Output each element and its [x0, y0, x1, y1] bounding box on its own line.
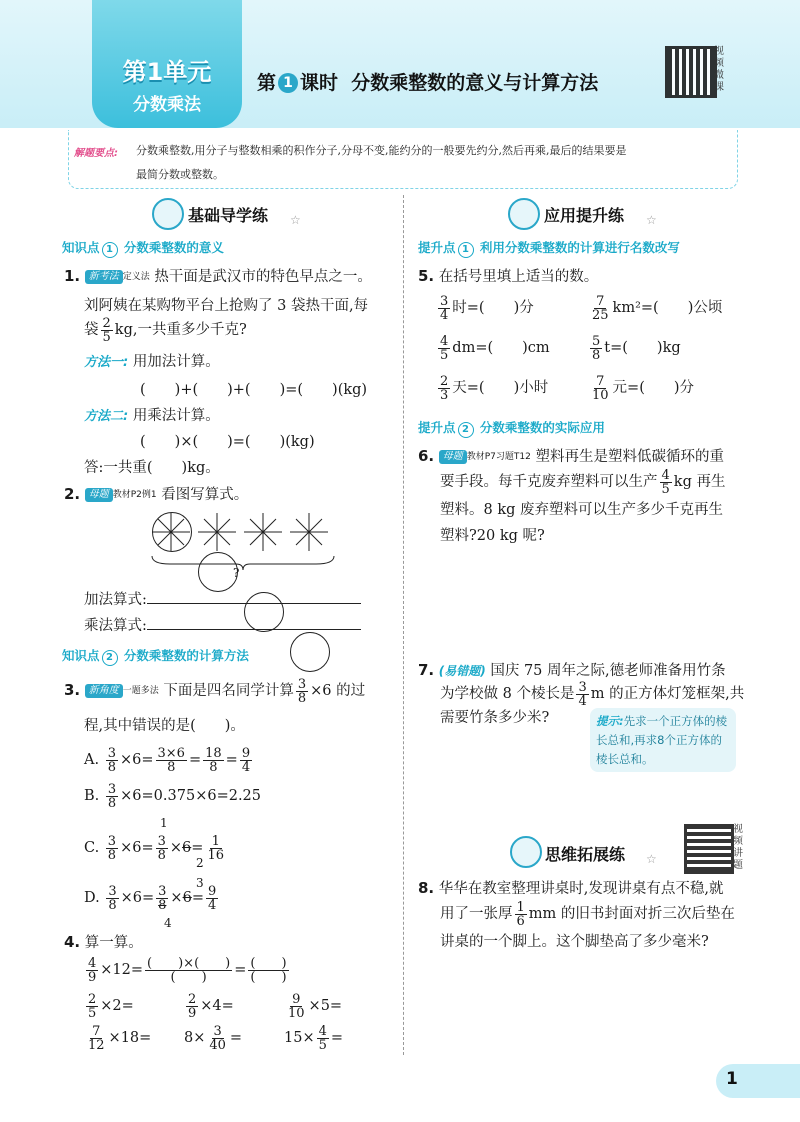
upgrade-point-2: [418, 418, 605, 438]
q3-a-label: A.: [84, 752, 100, 768]
up2-prefix: 提升点: [418, 420, 456, 435]
q1-line2: 刘阿姨在某购物平台上抢购了 3 袋热干面,每: [84, 298, 369, 314]
q8-line2: 用了一张厚 $\frac{1}{6}$ mm 的旧书封面对折三次后垫在: [440, 899, 735, 929]
q5-a1[interactable]: $\frac{3}{4}$ 时=( )分: [440, 293, 534, 323]
q4-row2-col3[interactable]: $\frac{9}{10}$ ×5=: [288, 991, 343, 1021]
q7-hint-label: 提示:: [596, 714, 624, 728]
q1-line3: [84, 316, 247, 344]
q3-c-cancel-2: 2: [196, 856, 204, 870]
kp1-title: 分数乘整数的意义: [123, 240, 224, 255]
mascot-icon: [508, 198, 540, 230]
q5-a2[interactable]: $\frac{7}{25}$ km²=( )公顷: [592, 293, 723, 323]
q7-text-1: 国庆 75 周年之际,德老师准备用竹条: [490, 663, 726, 679]
q4-row2[interactable]: $\frac{2}{5}$ ×2=: [88, 991, 134, 1021]
q5-line: [418, 262, 598, 291]
q3-d-label: D.: [84, 890, 100, 906]
q4-text: 算一算。: [84, 935, 143, 951]
q1-method2-text: 用乘法计算。: [132, 408, 220, 424]
q1-tag: 新考法: [85, 270, 123, 284]
q5-b2[interactable]: $\frac{5}{8}$ t=( )kg: [592, 333, 681, 363]
q2-tag: 母题: [85, 488, 113, 502]
star-icon: ☆: [290, 213, 301, 227]
q2-pie-lines: [150, 512, 336, 572]
qr-code-icon[interactable]: [684, 824, 734, 874]
q5-number: 5.: [418, 267, 435, 285]
lesson-number-badge: 1: [278, 73, 298, 93]
q3-d-cancel-1: 3: [196, 876, 204, 890]
q1-line3-pre: 袋: [84, 322, 99, 338]
q3-d-cancel-2: 4: [164, 916, 172, 930]
q7-line3: 需要竹条多少米?: [440, 710, 550, 726]
star-icon: ☆: [646, 852, 657, 866]
mascot-icon: [152, 198, 184, 230]
kp2-title: 分数乘整数的计算方法: [123, 648, 249, 663]
q1-method2-label: 方法二:: [84, 409, 129, 424]
qr-caption: 视频微课: [714, 46, 724, 93]
up1-title: 利用分数乘整数的计算进行名数改写: [479, 240, 680, 255]
q7-hint-text: 先求一个正方体的棱长总和,再求8个正方体的棱长总和。: [596, 714, 728, 766]
qr-code-icon[interactable]: [665, 46, 717, 98]
star-icon: ☆: [646, 213, 657, 227]
q6-line2: 要手段。每千克废弃塑料可以生产 $\frac{4}{5}$ kg 再生: [440, 467, 726, 497]
q6-line1: [418, 442, 724, 471]
up2-title: 分数乘整数的实际应用: [479, 420, 605, 435]
q6-tag: 母题: [439, 450, 467, 464]
lesson-title: 分数乘整数的意义与计算方法: [351, 72, 599, 94]
q1-number: 1.: [64, 267, 81, 285]
q5-c2[interactable]: $\frac{7}{10}$ 元=( )分: [592, 373, 695, 403]
tip-line-2: 最简分数或整数。: [136, 168, 224, 181]
q7-tag: (易错题): [438, 664, 486, 678]
kp1-prefix: 知识点: [62, 240, 100, 255]
knowledge-point-1: [62, 238, 224, 258]
q6-text-1: 塑料再生是塑料低碳循环的重: [535, 449, 724, 465]
q4-row1[interactable]: $\frac{4}{9}$ ×12= $\frac{( )\times( )}{( )}$ = $\frac{( )}{( )}$: [88, 955, 287, 985]
q1-fraction: $\frac{2}{5}$: [102, 315, 111, 345]
q3-number: 3.: [64, 681, 81, 699]
q4-row3-col2[interactable]: 8× $\frac{3}{40}$ =: [184, 1023, 243, 1053]
q2-mul-label: 乘法算式:: [84, 618, 147, 634]
q2-text: 看图写算式。: [161, 487, 249, 503]
q7-number: 7.: [418, 661, 435, 679]
section-title-basic: 基础导学练: [188, 206, 269, 225]
q1-method1-text: 用加法计算。: [132, 354, 220, 370]
q4-row2-col2[interactable]: $\frac{2}{9}$ ×4=: [188, 991, 234, 1021]
q7-hint-box: [590, 708, 736, 772]
q1-answer[interactable]: 答:一共重( )kg。: [84, 460, 220, 476]
qr-caption-2: 视频讲题: [733, 824, 743, 871]
q3-c-label: C.: [84, 840, 100, 856]
lesson-title-row: [257, 68, 598, 95]
up1-num: 1: [458, 242, 474, 258]
q6-line4: 塑料?20 kg 呢?: [440, 528, 545, 544]
q1-method2: [84, 402, 220, 431]
up1-prefix: 提升点: [418, 240, 456, 255]
tip-label: 解题要点:: [74, 148, 118, 159]
q1-method1: [84, 348, 220, 377]
q3-b-label: B.: [84, 788, 100, 804]
section-title-extend: 思维拓展练: [545, 845, 626, 864]
mascot-icon: [510, 836, 542, 868]
q1-tag-note: 定义法: [122, 272, 150, 282]
tip-line-1: 分数乘整数,用分子与整数相乘的积作分子,分母不变,能约分的一般要先约分,然后再乘,最后的结果要是: [136, 144, 627, 157]
q8-text-1: 华华在教室整理讲桌时,发现讲桌有点不稳,就: [438, 881, 724, 897]
q3-option-b[interactable]: B. $\frac{3}{8}$ ×6=0.375×6=2.25: [84, 781, 262, 811]
q2-figure: [150, 512, 336, 572]
kp2-prefix: 知识点: [62, 648, 100, 663]
q5-c1[interactable]: $\frac{2}{3}$ 天=( )小时: [440, 373, 549, 403]
q5-text: 在括号里填上适当的数。: [438, 269, 599, 285]
q3-option-a[interactable]: A. $\frac{3}{8}$ ×6= $\frac{3\times 6}{8}$ = $\frac{18}{8}$ = $\frac{9}{4}$: [84, 745, 251, 775]
q3-line2[interactable]: 程,其中错误的是( )。: [84, 718, 245, 734]
q2-add-label: 加法算式:: [84, 592, 147, 608]
q8-line1: [418, 874, 723, 903]
q1-line3-post: kg,一共重多少千克?: [114, 322, 247, 338]
q3-tag-note: 一题多法: [122, 686, 159, 696]
lesson-suffix: 课时: [300, 72, 339, 94]
q5-b1[interactable]: $\frac{4}{5}$ dm=( )cm: [440, 333, 550, 363]
q2-number: 2.: [64, 485, 81, 503]
section-title-apply: 应用提升练: [544, 206, 625, 225]
kp1-num: 1: [102, 242, 118, 258]
q2-add-blank[interactable]: [147, 603, 361, 604]
q3-b-rest: ×6=0.375×6=2.25: [120, 788, 262, 804]
unit-label: 第1单元: [122, 58, 212, 86]
q3-c-cancel-1: 1: [160, 816, 168, 830]
q3-option-c[interactable]: C. $\frac{3}{8}$ ×6= $\frac{3}{8}$ ×6= $\frac{1}{16}$: [84, 833, 224, 863]
up2-num: 2: [458, 422, 474, 438]
q2-tag-note: 教材P2例1: [112, 490, 157, 500]
q4-row3-col3[interactable]: 15× $\frac{4}{5}$ =: [284, 1023, 344, 1053]
q8-number: 8.: [418, 879, 435, 897]
kp2-num: 2: [102, 650, 118, 666]
q4-number: 4.: [64, 933, 81, 951]
q6-tag-note: 教材P7习题T12: [466, 452, 531, 462]
q2-brace-label: ?: [233, 566, 240, 580]
column-divider: [403, 195, 404, 1055]
q1-method2-formula[interactable]: ( )×( )=( )(kg): [140, 434, 315, 450]
q6-number: 6.: [418, 447, 435, 465]
q2-mul-blank[interactable]: [147, 629, 361, 630]
q2-line: [64, 480, 248, 509]
q3-text-pre: 下面是四名同学计算: [163, 683, 294, 699]
q4-row3[interactable]: $\frac{7}{12}$ ×18=: [88, 1023, 152, 1053]
q6-line3: 塑料。8 kg 废弃塑料可以生产多少千克再生: [440, 502, 724, 518]
q3-tag: 新角度: [85, 684, 123, 698]
unit-name: 分数乘法: [133, 95, 201, 115]
q7-line2: 为学校做 8 个棱长是 $\frac{3}{4}$ m 的正方体灯笼框架,共: [440, 679, 745, 709]
knowledge-point-2: [62, 646, 249, 666]
q3-option-d[interactable]: D. $\frac{3}{8}$ ×6= $\frac{3}{8}$ ×6= $\frac{9}{4}$: [84, 883, 217, 913]
q1-line1: [64, 262, 372, 291]
q1-text-1: 热干面是武汉市的特色早点之一。: [154, 269, 372, 285]
q3-line1: 3. 新角度 一题多法 下面是四名同学计算 $\frac{3}{8}$ ×6 的过: [64, 676, 366, 706]
q2-add-row[interactable]: [84, 586, 361, 614]
q2-mul-row[interactable]: [84, 612, 361, 640]
q8-line3: 讲桌的一个脚上。这个脚垫高了多少毫米?: [440, 934, 709, 950]
upgrade-point-1: [418, 238, 680, 258]
q3-text-post: ×6 的过: [310, 683, 366, 699]
q1-method1-label: 方法一:: [84, 355, 129, 370]
lesson-prefix: 第: [257, 72, 277, 94]
q4-line: [64, 928, 143, 957]
page-number: 1: [726, 1069, 738, 1089]
q1-method1-formula[interactable]: ( )+( )+( )=( )(kg): [140, 382, 368, 398]
